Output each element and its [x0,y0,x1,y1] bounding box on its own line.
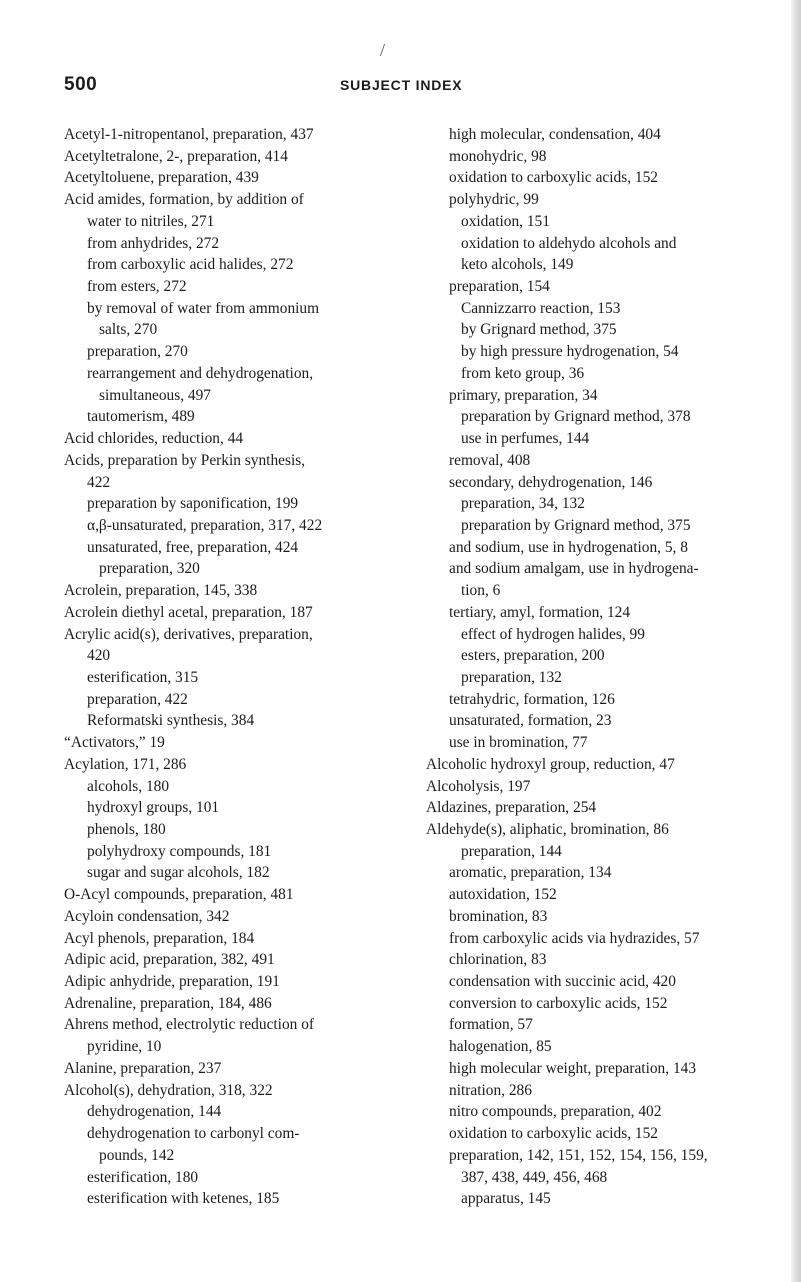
index-entry: and sodium, use in hydrogenation, 5, 8 [449,538,688,556]
index-entry: conversion to carboxylic acids, 152 [449,994,668,1012]
index-entry: preparation by Grignard method, 378 [461,408,691,426]
page-header [0,74,801,98]
index-entry: Aldazines, preparation, 254 [426,799,597,817]
index-entry: by high pressure hydrogenation, 54 [461,343,679,361]
index-entry: effect of hydrogen halides, 99 [461,625,645,643]
index-entry: pounds, 142 [99,1146,175,1164]
index-entry: Acetyl-1-nitropentanol, preparation, 437 [64,126,314,143]
index-entry: Reformatski synthesis, 384 [87,712,255,730]
index-entry: Acetyltoluene, preparation, 439 [64,169,259,187]
index-entry: oxidation, 151 [461,212,550,230]
index-entry: pyridine, 10 [87,1038,162,1056]
index-entry: dehydrogenation, 144 [87,1103,222,1121]
index-entry: monohydric, 98 [449,147,547,165]
index-entry: preparation, 142, 151, 152, 154, 156, 159, [449,1146,708,1164]
index-entry: Acid amides, formation, by addition of [64,191,304,209]
index-entry: high molecular weight, preparation, 143 [449,1059,697,1077]
index-entry: esterification, 180 [87,1168,199,1186]
index-entry: Acid chlorides, reduction, 44 [64,430,244,448]
index-entry: high molecular, condensation, 404 [449,126,661,143]
index-entry: condensation with succinic acid, 420 [449,973,676,991]
index-entry: salts, 270 [99,321,158,339]
index-entry: Acrylic acid(s), derivatives, preparation, [64,625,313,643]
index-entry: Acylation, 171, 286 [64,755,187,773]
index-entry: secondary, dehydrogenation, 146 [449,473,653,491]
index-entry: Alcohol(s), dehydration, 318, 322 [64,1081,273,1099]
index-entry: formation, 57 [449,1016,533,1034]
index-entry: halogenation, 85 [449,1038,552,1056]
index-entry: oxidation to aldehydo alcohols and [461,234,677,252]
index-entry: preparation by Grignard method, 375 [461,516,691,534]
index-entry: Adipic acid, preparation, 382, 491 [64,951,275,969]
index-entry: oxidation to carboxylic acids, 152 [449,169,659,187]
index-entry: from esters, 272 [87,278,187,296]
index-entry: removal, 408 [449,451,531,469]
index-entry: hydroxyl groups, 101 [87,799,220,817]
index-entry: chlorination, 83 [449,951,547,969]
index-entry: preparation, 154 [449,278,550,296]
index-entry: preparation, 320 [99,560,200,578]
index-entry: use in perfumes, 144 [461,430,590,448]
index-entry: by removal of water from ammonium [87,299,320,317]
index-entry: by Grignard method, 375 [461,321,617,339]
index-entry: O-Acyl compounds, preparation, 481 [64,886,294,904]
index-entry: Acyloin condensation, 342 [64,907,230,925]
index-entry: from carboxylic acid halides, 272 [87,256,294,274]
index-entry: Adipic anhydride, preparation, 191 [64,973,280,991]
index-entry: 387, 438, 449, 456, 468 [461,1168,608,1186]
index-entry: polyhydric, 99 [449,191,539,209]
index-entry: tautomerism, 489 [87,408,195,426]
index-entry: Acyl phenols, preparation, 184 [64,929,255,947]
index-entry: sugar and sugar alcohols, 182 [87,864,270,882]
index-entry: esterification, 315 [87,668,199,686]
index-entry: nitration, 286 [449,1081,532,1099]
index-entry: polyhydroxy compounds, 181 [87,842,272,860]
index-entry: preparation, 422 [87,690,188,708]
index-entry: dehydrogenation to carbonyl com- [87,1125,300,1143]
index-entry: alcohols, 180 [87,777,170,795]
index-entry: Acrolein, preparation, 145, 338 [64,582,258,600]
index-entry: Ahrens method, electrolytic reduction of [64,1016,315,1034]
index-entry: Acids, preparation by Perkin synthesis, [64,451,306,469]
index-entry: use in bromination, 77 [449,734,588,752]
index-entry: nitro compounds, preparation, 402 [449,1103,662,1121]
index-entry: α,β-unsaturated, preparation, 317, 422 [87,516,323,534]
index-entry: apparatus, 145 [461,1190,551,1208]
index-entry: esters, preparation, 200 [461,647,605,665]
index-entry: esterification with ketenes, 185 [87,1190,280,1208]
index-entry: preparation, 144 [461,842,562,860]
index-entry: primary, preparation, 34 [449,386,598,404]
index-entry: preparation, 34, 132 [461,495,585,513]
index-entry: tion, 6 [461,582,501,600]
stray-mark: / [380,40,386,60]
index-entry: bromination, 83 [449,907,548,925]
index-entry: Alanine, preparation, 237 [64,1059,222,1077]
page-number: 500 [64,74,98,95]
index-entry: oxidation to carboxylic acids, 152 [449,1125,659,1143]
index-entry: unsaturated, formation, 23 [449,712,612,730]
index-entry: from keto group, 36 [461,364,585,382]
index-entry: and sodium amalgam, use in hydrogena- [449,560,699,578]
index-entry: aromatic, preparation, 134 [449,864,612,882]
index-entry: Adrenaline, preparation, 184, 486 [64,994,272,1012]
index-entry: Alcoholysis, 197 [426,777,531,795]
page-edge [791,0,801,1282]
running-head: SUBJECT INDEX [340,77,463,93]
index-entry: from anhydrides, 272 [87,234,220,252]
index-entry: rearrangement and dehydrogenation, [87,364,314,382]
index-entry: autoxidation, 152 [449,886,557,904]
index-entry: from carboxylic acids via hydrazides, 57 [449,929,700,947]
index-entry: Alcoholic hydroxyl group, reduction, 47 [426,755,675,773]
index-entry: preparation, 132 [461,668,562,686]
index-entry: Cannizzarro reaction, 153 [461,299,621,317]
index-entry: Aldehyde(s), aliphatic, bromination, 86 [426,821,669,838]
index-entry: phenols, 180 [87,821,166,838]
index-entry: tertiary, amyl, formation, 124 [449,603,631,621]
index-entry: simultaneous, 497 [99,386,212,404]
index-entry: 422 [87,473,111,491]
index-entry: 420 [87,647,111,665]
index-entry: preparation by saponification, 199 [87,495,299,513]
index-entry: preparation, 270 [87,343,188,361]
index-entry: Acetyltetralone, 2-, preparation, 414 [64,147,288,165]
index-entry: water to nitriles, 271 [87,212,215,230]
index-entry: tetrahydric, formation, 126 [449,690,615,708]
index-entry: “Activators,” 19 [64,734,165,752]
index-entry: keto alcohols, 149 [461,256,574,274]
index-entry: Acrolein diethyl acetal, preparation, 187 [64,603,313,621]
index-column-left [64,124,410,1210]
index-column-right [426,124,766,1210]
index-entry: unsaturated, free, preparation, 424 [87,538,299,556]
